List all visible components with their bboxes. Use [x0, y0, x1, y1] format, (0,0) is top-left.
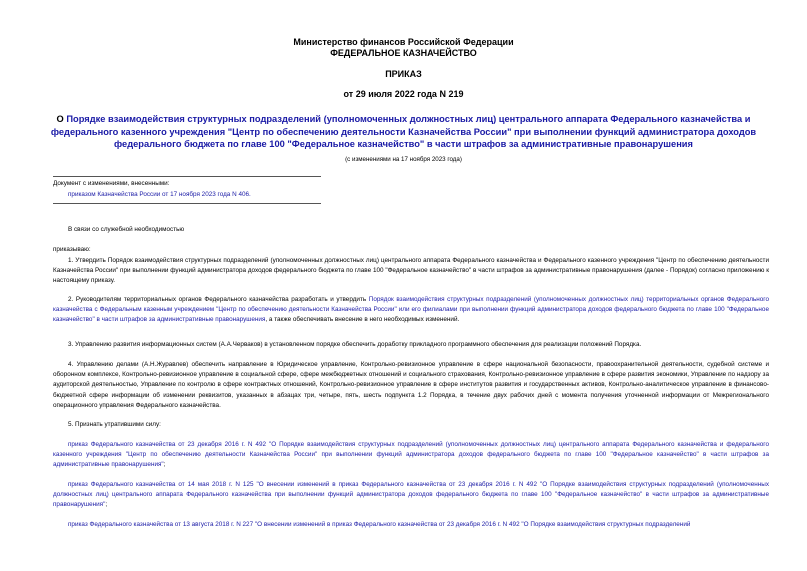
repealed-order-3: [53, 520, 769, 530]
paragraph-2: [53, 295, 769, 326]
paragraph-2-end: , а также обеспечивать внесение в него необходимых изменений.: [265, 316, 460, 324]
document-date-number: от 29 июля 2022 года N 219: [343, 89, 464, 99]
repealed-order-1-tail: ;: [163, 461, 166, 469]
repealed-order-3-link[interactable]: приказ Федерального казначейства от 13 августа 2018 г. N 227 "О внесении изменений в приказ Федерального казначейства от 23 декабря 2016 г. N 492 "О Порядке взаимодействия структурных подразделений: [68, 521, 691, 528]
repealed-order-2-link[interactable]: приказ Федерального казначейства от 14 мая 2018 г. N 125 "О внесении изменений в приказ Федерального казначейства от 23 декабря 2016 г. N 492 "О Порядке взаимодействия структурных подразделений (уполномоченных должностных лиц) центрального аппарата Федерального казначейства при выполнении функций администратора доходов федерального бюджета по главе 100 "Федеральное казначейство" в части штрафов за административные правонарушения": [53, 481, 769, 509]
paragraph-2-link[interactable]: Порядок взаимодействия структурных подразделений (уполномоченных должностных лиц) территориальных органов Федерального казначейства с Федеральным казенным учреждением "Центр по обеспечению деятельности Казначейства России" или его филиалами при выполнении функций администратора доходов федерального бюджета по главе 100 "Федеральное казначейство" в части штрафов за административные правонарушения: [53, 296, 769, 324]
repealed-order-1-link[interactable]: приказ Федерального казначейства от 23 декабря 2016 г. N 492 "О Порядке взаимодействия структурных подразделений (уполномоченных должностных лиц) центрального аппарата Федерального казначейства и федерального казенного учреждения "Центр по обеспечению деятельности Казначейства России" при выполнении функций администратора доходов федерального бюджета по главе 100 "Федеральное казначейство" в части штрафов за административные правонарушения": [53, 441, 769, 469]
title-link[interactable]: Порядке взаимодействия структурных подразделений (уполномоченных должностных лиц) центрального аппарата Федерального казначейства и федерального казенного учреждения "Центр по обеспечению деятельности Казначейства России" при выполнении функций администратора доходов федерального бюджета по главе 100 "Федеральное казначейство" в части штрафов за административные правонарушения: [50, 114, 757, 149]
document-type: ПРИКАЗ: [385, 69, 422, 79]
paragraph-2-start: 2. Руководителям территориальных органов Федерального казначейства разработать и утвердить: [68, 296, 369, 303]
repealed-order-2-tail: ;: [105, 501, 108, 509]
paragraph-4: 4. Управлению делами (А.Н.Журавлев) обеспечить направление в Юридическое управление, Контрольно-ревизионное управление в сфере национальной безопасности, правоохранительной деятельности, судебной системе и оборонном комплексе, Контрольно-ревизионное управление в социальной сфере, сфере межбюджетных отношений и социального страхования, Контрольно-ревизионное управление в сфере развития экономики, Управление по надзору за аудиторской деятельностью, Управление по контролю в сфере контрактных отношений, Контрольно-ревизионное управление в сфере институтов развития и государственных активов, Контрольно-аналитическое управление в финансово-бюджетной сфере информации об изменении реквизитов, указанных в абзацах три, четыре, пять, шесть подпункта 1.2 Порядка, в течение двух рабочих дней с момента получения уточненной информации от Межрегионального операционного управления Федерального казначейства.: [53, 361, 769, 409]
edition-note: (с изменениями на 17 ноября 2023 года): [345, 156, 462, 163]
title-prefix: О: [56, 114, 67, 124]
repealed-order-1: [53, 440, 769, 471]
treasury-name: ФЕДЕРАЛЬНОЕ КАЗНАЧЕЙСТВО: [330, 48, 477, 58]
paragraph-3: 3. Управлению развития информационных систем (А.А.Черваков) в установленном порядке обеспечить доработку прикладного программного обеспечения для реализации положений Порядка.: [68, 341, 642, 348]
ministry-name: Министерство финансов Российской Федерации: [293, 37, 514, 47]
paragraph-5: 5. Признать утратившими силу:: [68, 421, 161, 428]
changes-box-bottom-rule: [53, 203, 321, 204]
paragraph-1: 1. Утвердить Порядок взаимодействия структурных подразделений (уполномоченных должностных лиц) центрального аппарата Федерального казначейства и Федерального казенного учреждения "Центр по обеспечению деятельности Казначейства России" при выполнении функций администратора доходов федерального бюджета по главе 100 "Федеральное казначейство" в части штрафов за административные правонарушения (далее - Порядок) согласно приложению к настоящему приказу.: [53, 257, 769, 285]
changes-box-top-rule: [53, 176, 321, 177]
order-word: приказываю:: [53, 246, 91, 253]
repealed-order-2: [53, 480, 769, 511]
changes-box-label: Документ с изменениями, внесенными:: [53, 180, 170, 187]
document-title: [38, 113, 769, 151]
changes-box-link[interactable]: приказом Казначейства России от 17 ноября 2023 года N 406.: [68, 191, 251, 198]
preamble: В связи со служебной необходимостью: [68, 226, 185, 233]
